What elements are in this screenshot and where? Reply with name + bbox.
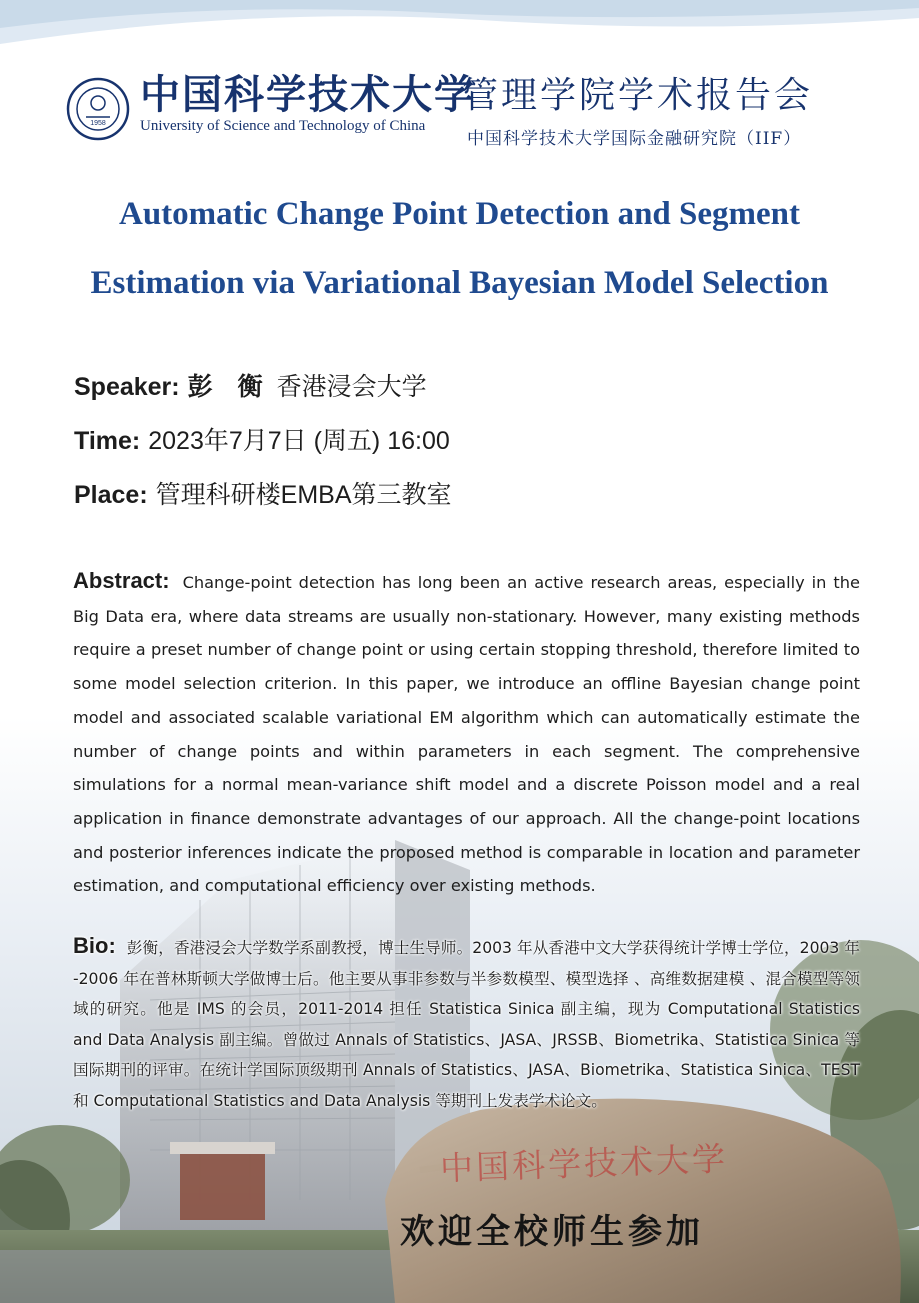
bio-text: 彭衡，香港浸会大学数学系副教授，博士生导师。2003 年从香港中文大学获得统计学博士学位，2003 年 -2006 年在普林斯顿大学做博士后。他主要从事非参数与半参数模型、模型选择 、高维数据建模 、混合模型等领域的研究。他是 IMS 的会员，2011-2014 担任 Statistica Sinica 副主编，现为 Computational Statistics and Data Analysis 副主编。曾做过 Annals of Statistics、JASA、JRSSB、Biometrika、Statistica Sinica 等国际期刊的评审。在统计学国际顶级期刊 Annals of Statistics、JASA、Biometrika、Statistica Sinica、TEST 和 Computational Statistics and Data Analysis 等期刊上发表学术论文。: [73, 939, 860, 1110]
speaker-name: 彭 衡: [187, 373, 263, 401]
time-value: 2023年7月7日 (周五) 16:00: [148, 427, 450, 455]
university-name-en: University of Science and Technology of China: [140, 118, 426, 134]
bio-section: [73, 931, 860, 1116]
bio-label: Bio:: [73, 933, 116, 958]
university-seal-icon: [66, 77, 130, 141]
place-value: 管理科研楼EMBA第三教室: [155, 481, 452, 509]
speaker-affiliation: 香港浸会大学: [276, 373, 427, 401]
speaker-label: Speaker:: [74, 373, 180, 401]
abstract-label: Abstract:: [73, 568, 170, 593]
header-wave-decoration: [0, 0, 919, 60]
seminar-subtitle: 中国科学技术大学国际金融研究院（IIF）: [467, 129, 802, 149]
seminar-title: 管理学院学术报告会: [462, 75, 814, 116]
university-name-cn: 中国科学技术大学: [140, 71, 476, 118]
abstract-section: [73, 564, 860, 903]
seal-year: 1958: [90, 120, 106, 127]
abstract-text: Change-point detection has long been an active research areas, especially in the Big Data era, where data streams are usually non-stationary. However, many existing methods require a preset number of change point or using certain stopping threshold, therefore limited to some model selection criterion. In this paper, we introduce an offline Bayesian change point model and associated scalable variational EM algorithm which can automatically estimate the number of change points and within parameters in each segment. The comprehensive simulations for a normal mean-variance shift model and a discrete Poisson model and a real application in finance demonstrate advantages of our approach. All the change-point locations and posterior inferences indicate the proposed method is comparable in location and parameter estimation, and computational efficiency over existing methods.: [73, 573, 860, 896]
time-label: Time:: [74, 427, 141, 455]
speaker-row: [74, 367, 427, 403]
place-row: [74, 475, 452, 511]
talk-title: [40, 180, 879, 318]
talk-title-line-1: Automatic Change Point Detection and Segment: [118, 196, 801, 232]
talk-title-line-2: Estimation via Variational Bayesian Model Selection: [90, 265, 829, 301]
stone-inscription: 中国科学技术大学: [439, 1138, 729, 1189]
time-row: [74, 421, 450, 457]
welcome-message: 欢迎全校师生参加: [400, 1212, 704, 1252]
place-label: Place:: [74, 481, 148, 509]
